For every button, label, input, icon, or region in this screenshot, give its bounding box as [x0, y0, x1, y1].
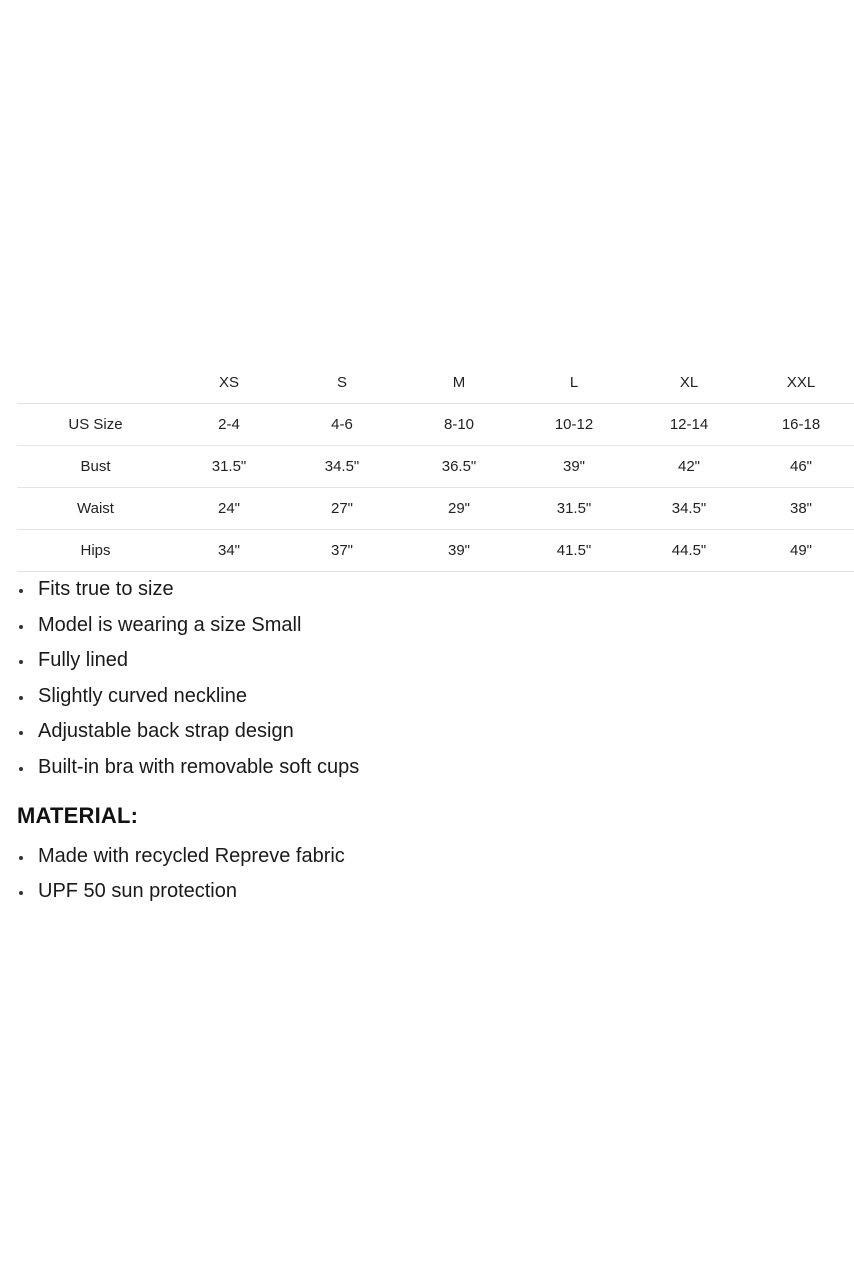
table-cell: 24"	[174, 488, 284, 530]
row-label-hips: Hips	[17, 530, 174, 572]
table-cell: 34.5"	[630, 488, 748, 530]
table-row	[17, 530, 854, 572]
table-cell: 16-18	[748, 404, 854, 446]
table-row	[17, 446, 854, 488]
list-item: Fully lined	[17, 643, 854, 679]
table-cell: 38"	[748, 488, 854, 530]
table-cell: 39"	[518, 446, 630, 488]
fit-details-list	[17, 572, 854, 786]
table-row	[17, 404, 854, 446]
column-header-blank	[17, 362, 174, 404]
size-chart-header-row	[17, 362, 854, 404]
column-header-s: S	[284, 362, 400, 404]
table-cell: 31.5"	[174, 446, 284, 488]
column-header-xl: XL	[630, 362, 748, 404]
table-cell: 34.5"	[284, 446, 400, 488]
table-cell: 12-14	[630, 404, 748, 446]
row-label-bust: Bust	[17, 446, 174, 488]
table-cell: 29"	[400, 488, 518, 530]
column-header-xxl: XXL	[748, 362, 854, 404]
table-cell: 8-10	[400, 404, 518, 446]
list-item: Fits true to size	[17, 572, 854, 608]
material-list	[17, 839, 854, 910]
table-cell: 44.5"	[630, 530, 748, 572]
table-cell: 42"	[630, 446, 748, 488]
column-header-m: M	[400, 362, 518, 404]
list-item: Slightly curved neckline	[17, 679, 854, 715]
table-cell: 4-6	[284, 404, 400, 446]
list-item: Built-in bra with removable soft cups	[17, 750, 854, 786]
table-cell: 27"	[284, 488, 400, 530]
table-cell: 41.5"	[518, 530, 630, 572]
table-cell: 34"	[174, 530, 284, 572]
list-item: Adjustable back strap design	[17, 714, 854, 750]
table-cell: 37"	[284, 530, 400, 572]
list-item: Made with recycled Repreve fabric	[17, 839, 854, 875]
list-item: UPF 50 sun protection	[17, 874, 854, 910]
table-cell: 2-4	[174, 404, 284, 446]
table-cell: 36.5"	[400, 446, 518, 488]
size-chart-table	[17, 362, 854, 572]
product-details	[17, 362, 854, 910]
table-cell: 31.5"	[518, 488, 630, 530]
table-cell: 39"	[400, 530, 518, 572]
table-row	[17, 488, 854, 530]
column-header-l: L	[518, 362, 630, 404]
row-label-waist: Waist	[17, 488, 174, 530]
table-cell: 10-12	[518, 404, 630, 446]
material-heading: MATERIAL:	[17, 802, 139, 828]
column-header-xs: XS	[174, 362, 284, 404]
table-cell: 46"	[748, 446, 854, 488]
row-label-us-size: US Size	[17, 404, 174, 446]
table-cell: 49"	[748, 530, 854, 572]
list-item: Model is wearing a size Small	[17, 608, 854, 644]
